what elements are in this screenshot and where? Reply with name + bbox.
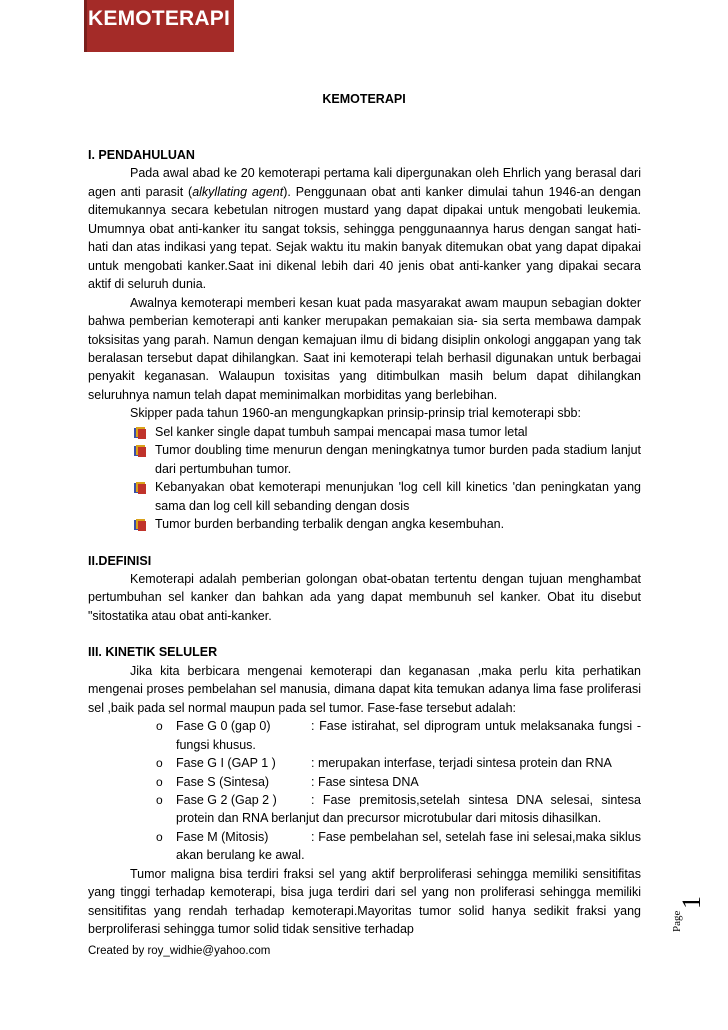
paragraph-pendahuluan-2: Awalnya kemoterapi memberi kesan kuat pada masyarakat awam maupun sebagian dokter bahwa pemberian kemoterapi anti kanker merupakan pemakaian sia- sia serta membawa dampak toksisitas yang parah. Namun dengan kemajuan ilmu di bidang disiplin onkologi anggapan yang tak beralasan tersebut dapat dihilangkan. Saat ini kemoterapi telah berhasil digunakan untuk berbagai penyakit keganasan. Walaupun toxisitas yang ditimbulkan masih belum dapat dihilangkan seluruhnya namun telah dapat meminimalkan morbiditas yang berlebihan.: [88, 295, 641, 402]
circle-bullet: o: [156, 829, 163, 844]
page-word: Page: [671, 910, 683, 932]
paragraph-kinetik-1: Jika kita berbicara mengenai kemoterapi dan keganasan ,maka perlu kita perhatikan mengenai proses pembelahan sel manusia, dimana dapat kita temukan adanya lima fase proliferasi sel ,baik pada sel normal maupun pada sel tumor. Fase-fase tersebut adalah:: [88, 663, 641, 715]
cell-phase-list: [88, 717, 641, 865]
paragraph-pendahuluan-3: Skipper pada tahun 1960-an mengungkapkan prinsip-prinsip trial kemoterapi sbb:: [130, 406, 581, 421]
header-title: KEMOTERAPI: [88, 7, 231, 30]
skipper-principles-list: [88, 423, 641, 534]
list-item: Kebanyakan obat kemoterapi menunjukan 'log cell kill kinetics 'dan peningkatan yang sama dan log cell kill sebanding dengan dosis: [132, 478, 641, 515]
document-title: KEMOTERAPI: [322, 92, 406, 106]
page-number: [665, 895, 725, 942]
circle-bullet: o: [156, 719, 163, 734]
list-item: o Fase M (Mitosis) : Fase pembelahan sel, setelah fase ini selesai,maka siklus akan berulang ke awal.: [156, 829, 641, 863]
heading-pendahuluan: I. PENDAHULUAN: [88, 148, 195, 162]
paragraph-definisi: Kemoterapi adalah pemberian golongan obat-obatan tertentu dengan tujuan menghambat pertumbuhan sel kanker dan bahkan ada yang dapat membunuh sel kanker. Obat itu disebut "sitostatika atau obat anti-kanker.: [88, 571, 641, 623]
heading-kinetik: III. KINETIK SELULER: [88, 645, 218, 660]
paragraph-pendahuluan-1: Pada awal abad ke 20 kemoterapi pertama kali dipergunakan oleh Ehrlich yang berasal dari agen anti parasit (alkyllating agent). Penggunaan obat anti kanker dimulai tahun 1946-an dengan ditemukannya secara kebetulan nitrogen mustard yang dapat dipakai untuk mengobati leukemia. Umumnya obat anti-kanker itu sangat toksis, sehingga penggunaannya harus dengan sangat hati-hati dan atas indikasi yang tepat. Sejak waktu itu makin banyak ditemukan obat yang dapat dipakai untuk mengobati kanker.Saat ini dikenal lebih dari 40 jenis obat anti-kanker yang dipakai secara aktif di seluruh dunia.: [88, 166, 641, 292]
list-item: o Fase S (Sintesa) : Fase sintesa DNA: [154, 773, 641, 791]
book-bullet-icon: [133, 518, 147, 532]
section-spacer: [88, 534, 641, 552]
book-bullet-icon: [133, 426, 147, 440]
list-item: o Fase G I (GAP 1 ) : merupakan interfase, terjadi sintesa protein dan RNA: [154, 754, 641, 772]
list-item: o Fase G 0 (gap 0) : Fase istirahat, sel diprogram untuk melaksanaka fungsi - fungsi khusus.: [156, 719, 641, 752]
book-bullet-icon: [133, 481, 147, 495]
list-item: Sel kanker single dapat tumbuh sampai mencapai masa tumor letal: [132, 423, 641, 441]
circle-bullet: o: [156, 792, 163, 807]
circle-bullet: o: [156, 756, 163, 771]
circle-bullet: o: [156, 774, 163, 789]
paragraph-kinetik-2: Tumor maligna bisa terdiri fraksi sel yang aktif berproliferasi sehingga memiliki sensitifitas yang tinggi terhadap kemoterapi, bisa juga terdiri dari sel yang non proliferasi sehingga memiliki sensitifitas yang rendah terhadap kemoterapi.Mayoritas tumor solid hanya sedikit fraksi yang berproliferasi sehingga tumor solid tidak sensitive terhadap: [88, 866, 641, 937]
footer-credit: Created by roy_widhie@yahoo.com: [88, 945, 271, 957]
document-body: [88, 146, 641, 939]
list-item: o Fase G 2 (Gap 2 ) : Fase premitosis,setelah sintesa DNA selesai, sintesa protein dan RNA berlanjut dan precursor microtubular dari mitosis dihasilkan.: [156, 792, 641, 826]
book-bullet-icon: [133, 444, 147, 458]
heading-definisi: II.DEFINISI: [88, 553, 152, 568]
list-item: Tumor burden berbanding terbalik dengan angka kesembuhan.: [132, 515, 641, 533]
list-item: Tumor doubling time menurun dengan meningkatnya tumor burden pada stadium lanjut dari pertumbuhan tumor.: [132, 441, 641, 478]
page-num: 1: [677, 895, 706, 909]
section-spacer: [88, 625, 641, 643]
